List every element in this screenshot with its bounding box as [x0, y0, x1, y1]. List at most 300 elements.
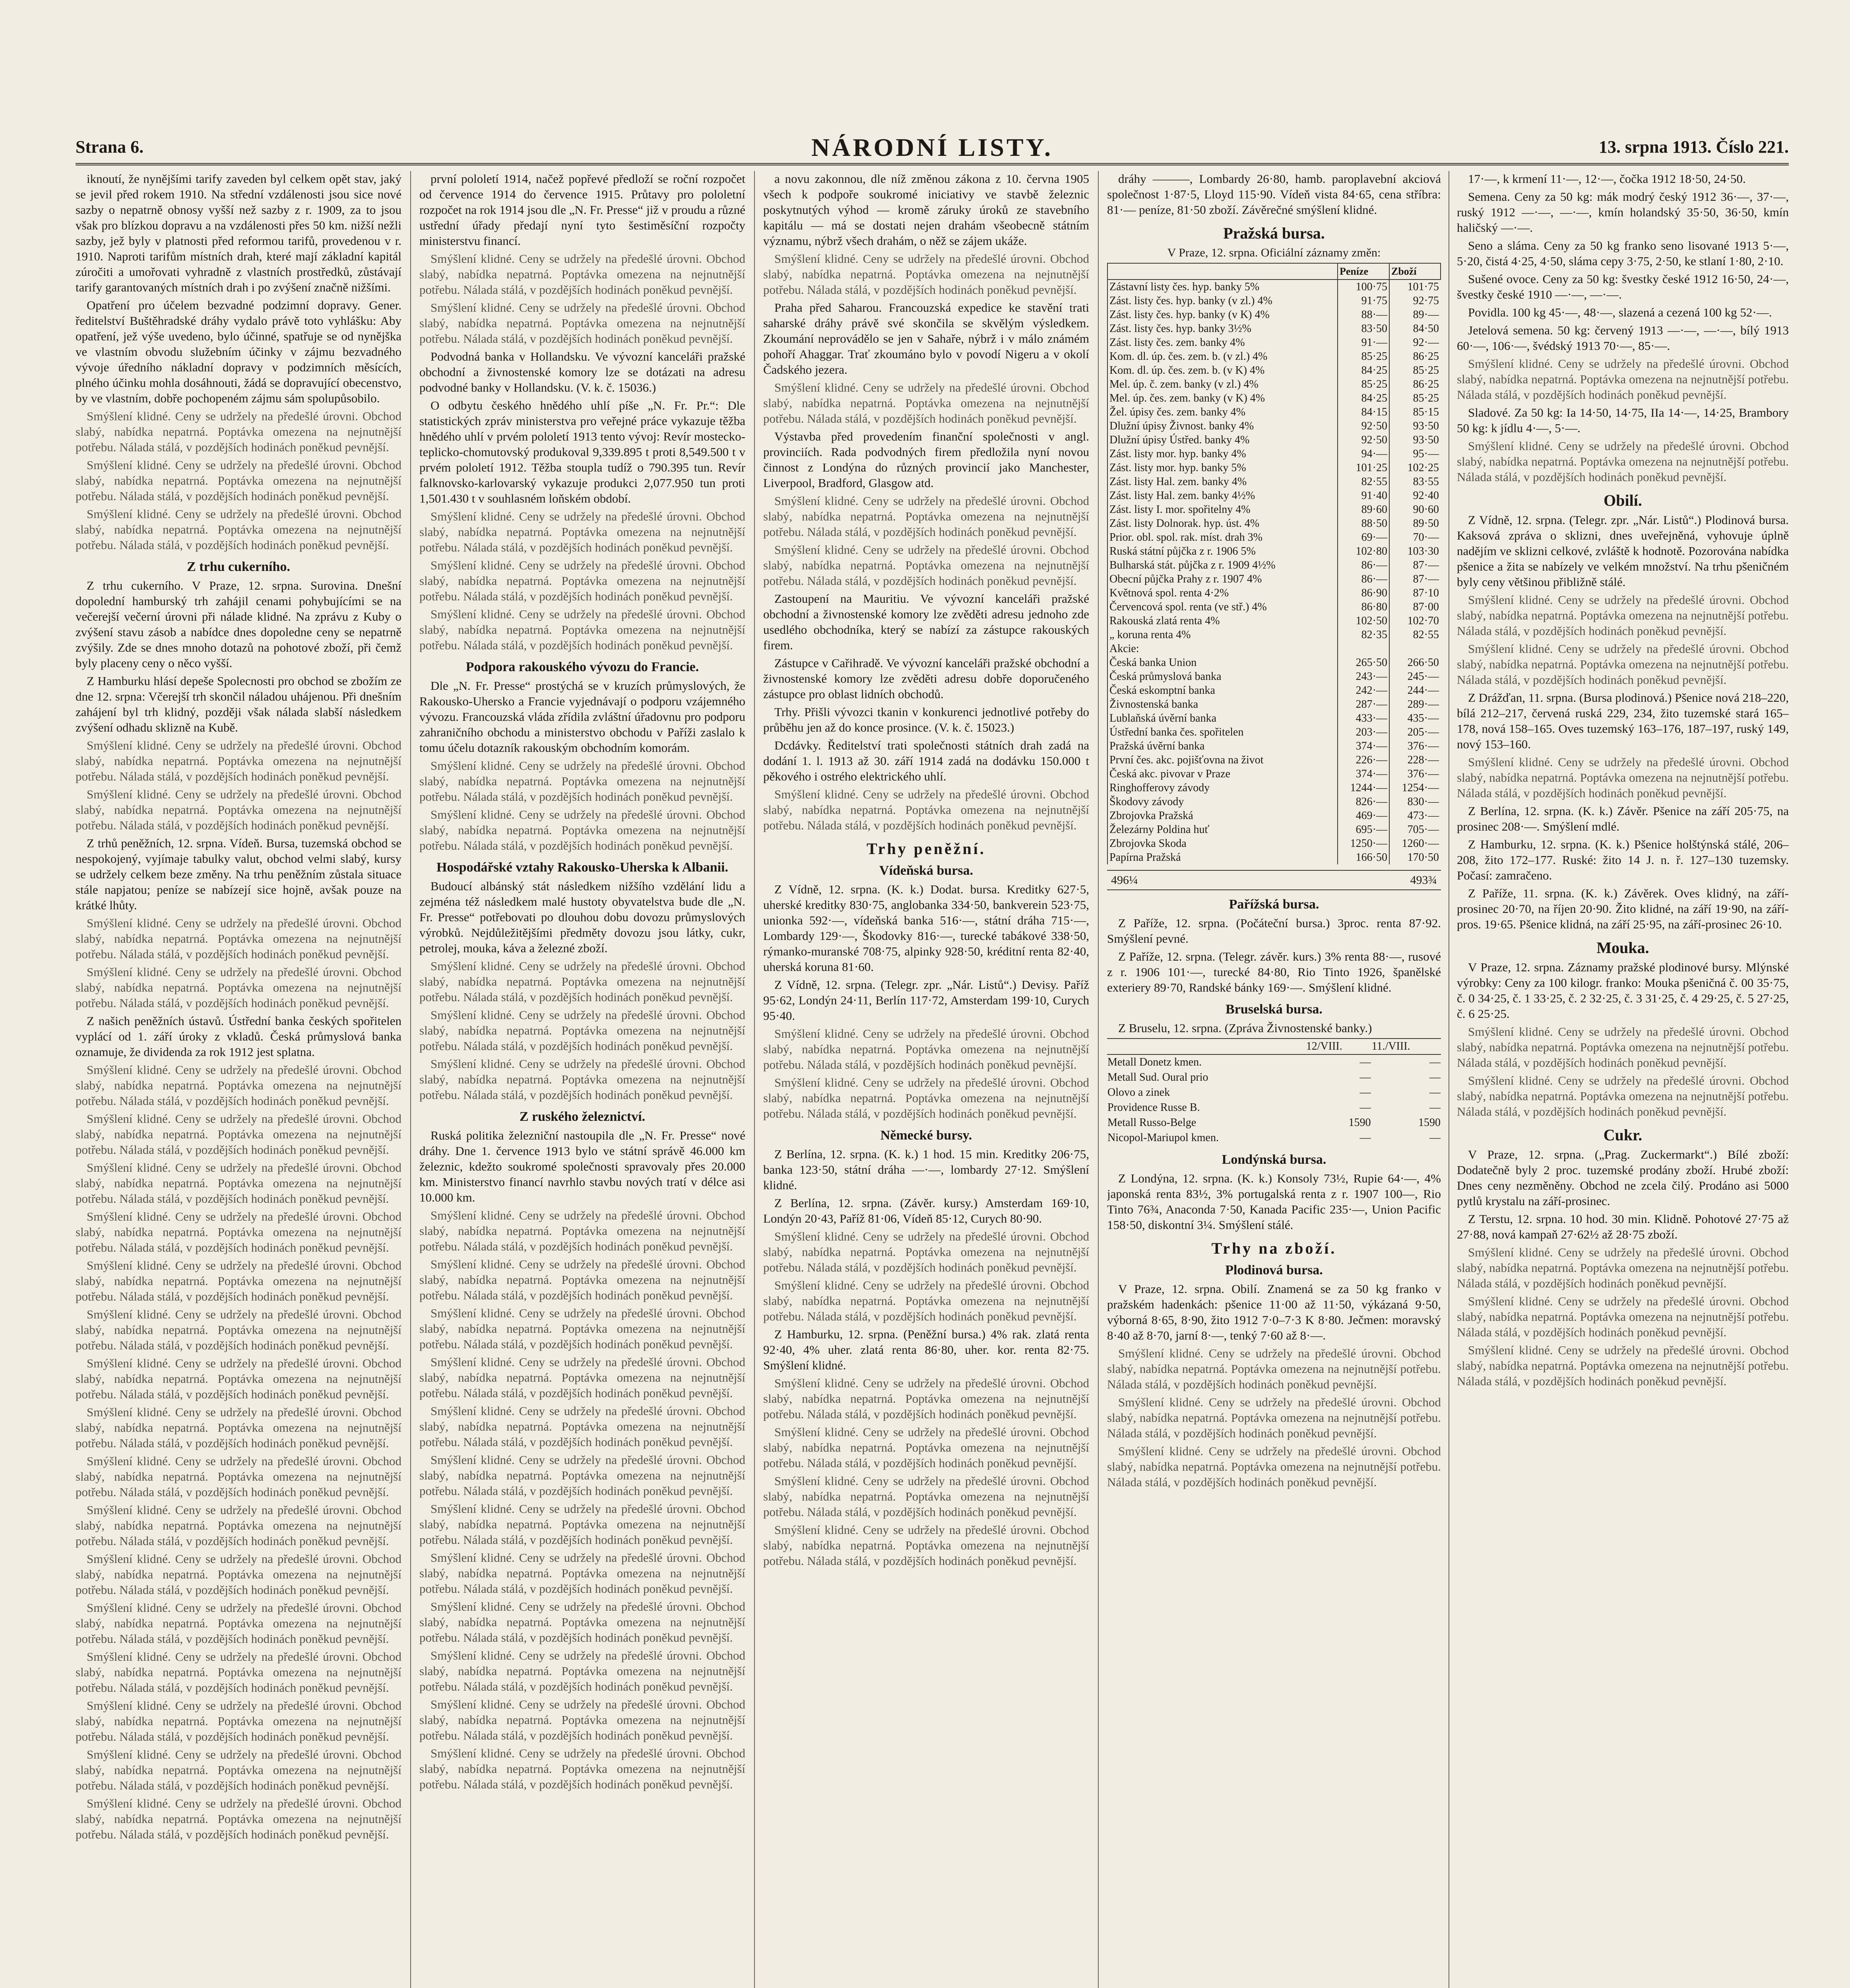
quote-name: Kom. dl. úp. čes. zem. b. (v zl.) 4% — [1107, 349, 1338, 363]
quote-name: Obecní půjčka Prahy z r. 1907 4% — [1107, 572, 1338, 586]
article-text: Smýšlení klidné. Ceny se udržely na předešlé úrovni. Obchod slabý, nabídka nepatrná. Poptávka omezena na nejnutnější potřebu. Nálada stálá, v pozdějších hodinách poněkud pevnější. — [76, 1699, 401, 1743]
quote-goods: 830·— — [1389, 795, 1441, 809]
quote-money: 102·50 — [1338, 614, 1389, 628]
quote-goods: 90·60 — [1389, 503, 1441, 516]
column-rule — [754, 171, 755, 1988]
article-text: Smýšlení klidné. Ceny se udržely na předešlé úrovni. Obchod slabý, nabídka nepatrná. Poptávka omezena na nejnutnější potřebu. Nálada stálá, v pozdějších hodinách poněkud pevnější. — [419, 1502, 745, 1547]
quote-name: Červencová spol. renta (ve stř.) 4% — [1107, 600, 1338, 614]
brussels-cell: — — [1429, 1071, 1441, 1083]
brussels-cell: — — [1359, 1132, 1371, 1144]
quote-money: 203·— — [1338, 725, 1389, 739]
quote-name: Zást. listy Dolnorak. hyp. úst. 4% — [1107, 516, 1338, 530]
quote-name: Železárny Poldina huť — [1107, 823, 1338, 837]
article-text: Smýšlení klidné. Ceny se udržely na předešlé úrovni. Obchod slabý, nabídka nepatrná. Poptávka omezena na nejnutnější potřebu. Nálada stálá, v pozdějších hodinách poněkud pevnější. — [763, 1376, 1089, 1421]
quote-row — [1107, 363, 1441, 377]
section-subheading: Plodinová bursa. — [1225, 1263, 1323, 1277]
market-report: Sušené ovoce. Ceny za 50 kg: švestky české 1912 16·50, 24·—, švestky české 1910 —·—, —·—. — [1457, 272, 1789, 301]
quote-name: Dlužní úpisy Živnost. banky 4% — [1107, 419, 1338, 433]
article-text: Smýšlení klidné. Ceny se udržely na předešlé úrovni. Obchod slabý, nabídka nepatrná. Poptávka omezena na nejnutnější potřebu. Nálada stálá, v pozdějších hodinách poněkud pevnější. — [76, 1503, 401, 1548]
quote-name: Mel. úp. č. zem. banky (v zl.) 4% — [1107, 377, 1338, 391]
quote-goods: 83·55 — [1389, 475, 1441, 489]
quote-money: 86·90 — [1338, 586, 1389, 600]
quote-row — [1107, 322, 1441, 336]
quote-goods: 87·— — [1389, 572, 1441, 586]
article-text: Smýšlení klidné. Ceny se udržely na předešlé úrovni. Obchod slabý, nabídka nepatrná. Poptávka omezena na nejnutnější potřebu. Nálada stálá, v pozdějších hodinách poněkud pevnější. — [76, 916, 401, 961]
article-text: Zástupce v Cařihradě. Ve vývozní kanceláři pražské obchodní a živnostenské komory lze zvěděti adresu dobře doporučeného zástupce pro oblast lidních obchodů. — [763, 656, 1089, 701]
quote-row — [1107, 336, 1441, 349]
quote-name: Bulharská stát. půjčka z r. 1909 4½% — [1107, 558, 1338, 572]
article-text: Smýšlení klidné. Ceny se udržely na předešlé úrovni. Obchod slabý, nabídka nepatrná. Poptávka omezena na nejnutnější potřebu. Nálada stálá, v pozdějších hodinách poněkud pevnější. — [419, 1404, 745, 1449]
section-heading: Hospodářské vztahy Rakousko-Uherska k Albanii. — [436, 860, 728, 875]
quote-goods: 435·— — [1389, 711, 1441, 725]
quote-money: 84·25 — [1338, 363, 1389, 377]
brussels-row — [1107, 1054, 1441, 1070]
rate-left: 496¼ — [1111, 874, 1138, 887]
brussels-table-header — [1107, 1039, 1441, 1054]
brussels-cell: Providence Russe B. — [1107, 1101, 1200, 1114]
quote-goods: 87·10 — [1389, 586, 1441, 600]
market-report: V Praze, 12. srpna. Obilí. Znamená se za 50 kg franko v pražském hadenkách: pšenice 11·00 až 11·50, výkázaná 9·50, výborná 8·65, 8·90, žito 1912 7·0–7·3 K 8·80. Ječmen: moravský 8·40 až 8·70, jarní 8·—, tenký 7·60 až 8·—. — [1107, 1282, 1441, 1342]
article-text: Smýšlení klidné. Ceny se udržely na předešlé úrovni. Obchod slabý, nabídka nepatrná. Poptávka omezena na nejnutnější potřebu. Nálada stálá, v pozdějších hodinách poněkud pevnější. — [419, 1257, 745, 1302]
quote-name: „ koruna renta 4% — [1107, 628, 1338, 642]
quote-name: Zást. listy čes. hyp. banky 3½% — [1107, 322, 1338, 336]
issue-date: 13. srpna 1913. Číslo 221. — [1599, 137, 1789, 157]
quote-money: 85·25 — [1338, 349, 1389, 363]
market-report: Z Vídně, 12. srpna. (Telegr. zpr. „Nár. Listů“.) Plodinová bursa. Kaksová zpráva o sklizni, dnes uveřejněná, vyhovuje úplně nadějím ve sklizni celkové, zvláště k hodnotě. Pozorována nabídka pšenice a žita se nabízely ve velkém množství. Na trhu pšeničném byly ceny většinou přibližně stálé. — [1457, 513, 1789, 589]
article-text: Smýšlení klidné. Ceny se udržely na předešlé úrovni. Obchod slabý, nabídka nepatrná. Poptávka omezena na nejnutnější potřebu. Nálada stálá, v pozdějších hodinách poněkud pevnější. — [1457, 357, 1789, 402]
quote-name: Česká banka Union — [1107, 656, 1338, 670]
article-text: Smýšlení klidné. Ceny se udržely na předešlé úrovni. Obchod slabý, nabídka nepatrná. Poptávka omezena na nejnutnější potřebu. Nálada stálá, v pozdějších hodinách poněkud pevnější. — [419, 1057, 745, 1102]
section-heading: Cukr. — [1603, 1126, 1643, 1144]
market-report: Z Hamburku, 12. srpna. (K. k.) Pšenice holštýnská stálé, 206–208, žito 172–177. Ruské: žito 14 J. n. ř. 127–130 tuzemsky. Počasí: zamračeno. — [1457, 837, 1789, 882]
quote-goods: 70·— — [1389, 530, 1441, 544]
brussels-cell: Metall Russo-Belge — [1107, 1116, 1196, 1129]
article-text: Smýšlení klidné. Ceny se udržely na předešlé úrovni. Obchod slabý, nabídka nepatrná. Poptávka omezena na nejnutnější potřebu. Nálada stálá, v pozdějších hodinách poněkud pevnější. — [419, 301, 745, 346]
quote-row — [1107, 697, 1441, 711]
brussels-cell: Metall Donetz kmen. — [1107, 1056, 1202, 1068]
quote-row — [1107, 725, 1441, 739]
quote-name: Zást. listy čes. zem. banky 4% — [1107, 336, 1338, 349]
rate-right: 493¾ — [1410, 874, 1437, 887]
quote-goods: 92·40 — [1389, 489, 1441, 503]
article-text: Smýšlení klidné. Ceny se udržely na předešlé úrovni. Obchod slabý, nabídka nepatrná. Poptávka omezena na nejnutnější potřebu. Nálada stálá, v pozdějších hodinách poněkud pevnější. — [419, 1551, 745, 1596]
article-text: Smýšlení klidné. Ceny se udržely na předešlé úrovni. Obchod slabý, nabídka nepatrná. Poptávka omezena na nejnutnější potřebu. Nálada stálá, v pozdějších hodinách poněkud pevnější. — [763, 1278, 1089, 1323]
quote-money: 85·25 — [1338, 377, 1389, 391]
article-text: Smýšlení klidné. Ceny se udržely na předešlé úrovni. Obchod slabý, nabídka nepatrná. Poptávka omezena na nejnutnější potřebu. Nálada stálá, v pozdějších hodinách poněkud pevnější. — [419, 808, 745, 852]
article-text: Smýšlení klidné. Ceny se udržely na předešlé úrovni. Obchod slabý, nabídka nepatrná. Poptávka omezena na nejnutnější potřebu. Nálada stálá, v pozdějších hodinách poněkud pevnější. — [1457, 439, 1789, 484]
article-text: Smýšlení klidné. Ceny se udržely na předešlé úrovni. Obchod slabý, nabídka nepatrná. Poptávka omezena na nejnutnější potřebu. Nálada stálá, v pozdějších hodinách poněkud pevnější. — [76, 738, 401, 783]
article-text: Smýšlení klidné. Ceny se udržely na předešlé úrovni. Obchod slabý, nabídka nepatrná. Poptávka omezena na nejnutnější potřebu. Nálada stálá, v pozdějších hodinách poněkud pevnější. — [76, 1356, 401, 1401]
column-rule — [410, 171, 411, 1988]
brussels-cell: — — [1359, 1071, 1371, 1083]
article-text: Smýšlení klidné. Ceny se udržely na předešlé úrovni. Obchod slabý, nabídka nepatrná. Poptávka omezena na nejnutnější potřebu. Nálada stálá, v pozdějších hodinách poněkud pevnější. — [763, 1474, 1089, 1519]
quote-row — [1107, 823, 1441, 837]
article-text: Smýšlení klidné. Ceny se udržely na předešlé úrovni. Obchod slabý, nabídka nepatrná. Poptávka omezena na nejnutnější potřebu. Nálada stálá, v pozdějších hodinách poněkud pevnější. — [763, 543, 1089, 588]
page-number: Strana 6. — [76, 137, 144, 157]
article-text: Smýšlení klidné. Ceny se udržely na předešlé úrovni. Obchod slabý, nabídka nepatrná. Poptávka omezena na nejnutnější potřebu. Nálada stálá, v pozdějších hodinách poněkud pevnější. — [1107, 1444, 1441, 1489]
article-text: Smýšlení klidné. Ceny se udržely na předešlé úrovni. Obchod slabý, nabídka nepatrná. Poptávka omezena na nejnutnější potřebu. Nálada stálá, v pozdějších hodinách poněkud pevnější. — [76, 1209, 401, 1254]
quote-name: Zást. listy I. mor. spořitelny 4% — [1107, 503, 1338, 516]
article-text: Smýšlení klidné. Ceny se udržely na předešlé úrovni. Obchod slabý, nabídka nepatrná. Poptávka omezena na nejnutnější potřebu. Nálada stálá, v pozdějších hodinách poněkud pevnější. — [419, 1208, 745, 1253]
quote-name: Žel. úpisy čes. zem. banky 4% — [1107, 405, 1338, 419]
quote-name: Zást. listy Hal. zem. banky 4½% — [1107, 489, 1338, 503]
exchange-rate-row — [1107, 870, 1441, 890]
quote-name: Mel. úp. čes. zem. banky (v K) 4% — [1107, 391, 1338, 405]
market-report: Z Bruselu, 12. srpna. (Zpráva Živnostenské banky.) — [1118, 1021, 1372, 1035]
article-text: iknoutí, že nynějšími tarify zaveden byl celkem opět stav, jaký se jevil před rokem 1910. Na střední vzdálenosti jsou sice nové sazby o nepatrně obnosy vyšší než sazby z r. 1909, za to jsou však pro blízkou dopravu a na vzdálenosti přes 50 km. nižší nežli sazby, jež byly v platnosti před reformou tarifů, provedenou v r. 1910. Naproti tarifům místních drah, které mají základní kapitál zúročiti a umořovati vyhradně z vlastních prostředků, zůstávají tarify garantovaných místních drah i po zvýšení značně nižšími. — [76, 172, 401, 294]
article-text: Smýšlení klidné. Ceny se udržely na předešlé úrovni. Obchod slabý, nabídka nepatrná. Poptávka omezena na nejnutnější potřebu. Nálada stálá, v pozdějších hodinách poněkud pevnější. — [1457, 642, 1789, 687]
quote-name: Papírna Pražská — [1107, 850, 1338, 864]
quote-goods: 228·— — [1389, 753, 1441, 767]
article-text: Smýšlení klidné. Ceny se udržely na předešlé úrovni. Obchod slabý, nabídka nepatrná. Poptávka omezena na nejnutnější potřebu. Nálada stálá, v pozdějších hodinách poněkud pevnější. — [419, 1600, 745, 1644]
article-text: a novu zakonnou, dle níž změnou zákona z 10. června 1905 všech k podpoře soukromé iniciativy ve stavbě železnic poskytnutých výhod — kromě záruky úroků ze stavebního kapitálu — má se dostati nejen drahám všeobecně státním významu, nýbrž všech drahám, o něž se zájem ukáže. — [763, 172, 1089, 248]
quote-row — [1107, 461, 1441, 475]
article-text: Smýšlení klidné. Ceny se udržely na předešlé úrovni. Obchod slabý, nabídka nepatrná. Poptávka omezena na nejnutnější potřebu. Nálada stálá, v pozdějších hodinách poněkud pevnější. — [76, 1454, 401, 1499]
brussels-row — [1107, 1100, 1441, 1115]
column-3 — [763, 171, 1089, 1988]
quote-money: 433·— — [1338, 711, 1389, 725]
quote-name: Rakouská zlatá renta 4% — [1107, 614, 1338, 628]
quote-name: První čes. akc. pojišťovna na život — [1107, 753, 1338, 767]
quote-row — [1107, 308, 1441, 322]
article-text: Smýšlení klidné. Ceny se udržely na předešlé úrovni. Obchod slabý, nabídka nepatrná. Poptávka omezena na nejnutnější potřebu. Nálada stálá, v pozdějších hodinách poněkud pevnější. — [419, 509, 745, 554]
quote-money: 166·50 — [1338, 850, 1389, 864]
quote-row — [1107, 767, 1441, 781]
brussels-header-cell: 11./VIII. — [1371, 1039, 1441, 1054]
quote-goods: 705·— — [1389, 823, 1441, 837]
brussels-header-cell — [1107, 1039, 1306, 1054]
quote-name: Česká průmyslová banka — [1107, 670, 1338, 683]
quote-goods: 101·75 — [1389, 280, 1441, 294]
quotes-header-name — [1107, 263, 1338, 280]
quote-name: Zástavní listy čes. hyp. banky 5% — [1107, 280, 1338, 294]
quotes-table-body — [1107, 280, 1441, 864]
quote-goods: 86·25 — [1389, 349, 1441, 363]
article-text: Smýšlení klidné. Ceny se udržely na předešlé úrovni. Obchod slabý, nabídka nepatrná. Poptávka omezena na nejnutnější potřebu. Nálada stálá, v pozdějších hodinách poněkud pevnější. — [763, 1229, 1089, 1274]
quote-goods — [1389, 642, 1441, 656]
article-text: Smýšlení klidné. Ceny se udržely na předešlé úrovni. Obchod slabý, nabídka nepatrná. Poptávka omezena na nejnutnější potřebu. Nálada stálá, v pozdějších hodinách poněkud pevnější. — [76, 1258, 401, 1303]
article-text: O odbytu českého hnědého uhlí píše „N. Fr. Pr.“: Dle statistických zpráv ministerstva pro veřejné práce vykazuje těžba hnědého uhlí v prvém pololetí 1913 tento vývoj: Revír mostecko-teplicko-chomutovský produkoval 9,339.895 t proti 8,549.500 t v prvém pololetí 1912. Těžba stoupla tudíž o 790.395 tun. Revír falknovsko-karlovarský vykazuje produkci 2,077.950 tun proti 1,501.430 t v souhlasném loňském období. — [419, 398, 745, 505]
column-5 — [1457, 171, 1789, 1988]
article-text: Smýšlení klidné. Ceny se udržely na předešlé úrovni. Obchod slabý, nabídka nepatrná. Poptávka omezena na nejnutnější potřebu. Nálada stálá, v pozdějších hodinách poněkud pevnější. — [1107, 1346, 1441, 1391]
quote-row — [1107, 809, 1441, 823]
brussels-cell: — — [1429, 1086, 1441, 1099]
article-text: Smýšlení klidné. Ceny se udržely na předešlé úrovni. Obchod slabý, nabídka nepatrná. Poptávka omezena na nejnutnější potřebu. Nálada stálá, v pozdějších hodinách poněkud pevnější. — [76, 965, 401, 1010]
market-report: Z Vídně, 12. srpna. (Telegr. zpr. „Nár. Listů“.) Devisy. Paříž 95·62, Londýn 24·11, Berlín 117·72, Amsterdam 199·10, Curych 95·40. — [763, 978, 1089, 1023]
quote-row — [1107, 711, 1441, 725]
quote-goods: 1254·— — [1389, 781, 1441, 795]
quote-name: Zbrojovka Skoda — [1107, 837, 1338, 850]
section-heading: Podpora rakouského vývozu do Francie. — [465, 660, 699, 674]
quote-goods: 87·00 — [1389, 600, 1441, 614]
quote-goods: 205·— — [1389, 725, 1441, 739]
brussels-row — [1107, 1130, 1441, 1145]
quote-money: 84·15 — [1338, 405, 1389, 419]
quote-row — [1107, 433, 1441, 447]
quote-money: 92·50 — [1338, 419, 1389, 433]
quote-name: Zbrojovka Pražská — [1107, 809, 1338, 823]
article-text: Smýšlení klidné. Ceny se udržely na předešlé úrovni. Obchod slabý, nabídka nepatrná. Poptávka omezena na nejnutnější potřebu. Nálada stálá, v pozdějších hodinách poněkud pevnější. — [419, 558, 745, 603]
quote-row — [1107, 280, 1441, 294]
column-rule — [1098, 171, 1099, 1988]
quote-money: 88·— — [1338, 308, 1389, 322]
brussels-table — [1107, 1038, 1441, 1145]
quote-money: 287·— — [1338, 697, 1389, 711]
quote-goods: 103·30 — [1389, 544, 1441, 558]
quote-row — [1107, 753, 1441, 767]
market-report: Z Paříže, 12. srpna. (Počáteční bursa.) 3proc. renta 87·92. Smýšlení pevné. — [1107, 916, 1441, 945]
quote-row — [1107, 475, 1441, 489]
article-text: Smýšlení klidné. Ceny se udržely na předešlé úrovni. Obchod slabý, nabídka nepatrná. Poptávka omezena na nejnutnější potřebu. Nálada stálá, v pozdějších hodinách poněkud pevnější. — [76, 1747, 401, 1792]
column-1 — [76, 171, 401, 1988]
quote-name: Dlužní úpisy Ústřed. banky 4% — [1107, 433, 1338, 447]
quote-goods: 170·50 — [1389, 850, 1441, 864]
article-text: Smýšlení klidné. Ceny se udržely na předešlé úrovni. Obchod slabý, nabídka nepatrná. Poptávka omezena na nejnutnější potřebu. Nálada stálá, v pozdějších hodinách poněkud pevnější. — [419, 252, 745, 297]
article-text: Smýšlení klidné. Ceny se udržely na předešlé úrovni. Obchod slabý, nabídka nepatrná. Poptávka omezena na nejnutnější potřebu. Nálada stálá, v pozdějších hodinách poněkud pevnější. — [76, 1405, 401, 1450]
article-text: Smýšlení klidné. Ceny se udržely na předešlé úrovni. Obchod slabý, nabídka nepatrná. Poptávka omezena na nejnutnější potřebu. Nálada stálá, v pozdějších hodinách poněkud pevnější. — [763, 252, 1089, 297]
article-text: Z trhů peněžních, 12. srpna. Vídeň. Bursa, tuzemská obchod se nespokojený, vyjímaje tabulky valut, obchod velmi slabý, kursy se udržely celkem beze změny. Na trhu peněžním zůstala situace stále napjatou; peníze se nabízejí sice hojně, avšak pouze na krátké lhůty. — [76, 836, 401, 912]
quote-goods: 93·50 — [1389, 433, 1441, 447]
brussels-table-body — [1107, 1054, 1441, 1145]
quotes-header-goods: Zboží — [1389, 263, 1441, 280]
market-report: Jetelová semena. 50 kg: červený 1913 —·—, —·—, bílý 1913 60·—, 106·—, švédský 1913 70·—, 85·—. — [1457, 323, 1789, 353]
quote-goods: 84·50 — [1389, 322, 1441, 336]
market-report: Z Londýna, 12. srpna. (K. k.) Konsoly 73½, Rupie 64·—, 4% japonská renta 83½, 3% portugalská renta z r. 1907 100—, Rio Tinto 76¾, Anaconda 7·50, Kanada Pacific 235·—, Union Pacific 158·50, diskontní 3¼. Smýšlení stálé. — [1107, 1171, 1441, 1232]
quote-money: 92·50 — [1338, 433, 1389, 447]
quote-money: 86·— — [1338, 558, 1389, 572]
article-text: Smýšlení klidné. Ceny se udržely na předešlé úrovni. Obchod slabý, nabídka nepatrná. Poptávka omezena na nejnutnější potřebu. Nálada stálá, v pozdějších hodinách poněkud pevnější. — [76, 1601, 401, 1646]
section-subheading: Vídeňská bursa. — [879, 863, 973, 878]
brussels-cell: — — [1359, 1101, 1371, 1114]
quote-money: 1244·— — [1338, 781, 1389, 795]
quote-name: Česká eskomptní banka — [1107, 683, 1338, 697]
article-text: Smýšlení klidné. Ceny se udržely na předešlé úrovni. Obchod slabý, nabídka nepatrná. Poptávka omezena na nejnutnější potřebu. Nálada stálá, v pozdějších hodinách poněkud pevnější. — [76, 787, 401, 832]
section-heading: Z trhu cukerního. — [187, 559, 290, 574]
article-text: Smýšlení klidné. Ceny se udržely na předešlé úrovni. Obchod slabý, nabídka nepatrná. Poptávka omezena na nejnutnější potřebu. Nálada stálá, v pozdějších hodinách poněkud pevnější. — [76, 409, 401, 454]
quote-money: 826·— — [1338, 795, 1389, 809]
article-text: Smýšlení klidné. Ceny se udržely na předešlé úrovni. Obchod slabý, nabídka nepatrná. Poptávka omezena na nejnutnější potřebu. Nálada stálá, v pozdějších hodinách poněkud pevnější. — [763, 494, 1089, 539]
quote-row — [1107, 739, 1441, 753]
article-text: první pololetí 1914, načež popřevé předloží se roční rozpočet od července 1914 do července 1915. Průtavy pro pololetní rozpočet na rok 1914 jsou dle „N. Fr. Presse“ již v proudu a různé ustřední úřady předají nyní tyto šestiměsíční rozpočty ministerstvu financí. — [419, 172, 745, 248]
market-report: Z Paříže, 12. srpna. (Telegr. závěr. kurs.) 3% renta 88·—, rusové z r. 1906 101·—, turecké 84·80, Rio Tinto 1926, španělské exteriery 89·70, Randské bánky 169·—. Smýšlení klidné. — [1107, 949, 1441, 994]
quote-row — [1107, 405, 1441, 419]
quote-goods: 102·25 — [1389, 461, 1441, 475]
section-heading: Pařížská bursa. — [1229, 897, 1319, 912]
article-text: Smýšlení klidné. Ceny se udržely na předešlé úrovni. Obchod slabý, nabídka nepatrná. Poptávka omezena na nejnutnější potřebu. Nálada stálá, v pozdějších hodinách poněkud pevnější. — [763, 787, 1089, 832]
quote-row — [1107, 489, 1441, 503]
quote-row — [1107, 656, 1441, 670]
article-text: Z trhu cukerního. V Praze, 12. srpna. Surovina. Dnešní dopolední hamburský trh zahájil cenami pohybujícími se na večerejší večerní úrovni při nálade klidné. Na zprávu z Kuby o zvýšení stavu zásob a nabídce dnes dopoledne ceny se nepatrně zvýšily. Zde se dnes mnoho dotazů na pohotové zboží, při čemž byly placeny ceny o něco vyšší. — [76, 579, 401, 670]
brussels-row — [1107, 1085, 1441, 1100]
market-report: Z Terstu, 12. srpna. 10 hod. 30 min. Klidně. Pohotové 27·75 až 27·88, nová kampaň 27·62½ až 28·75 zboží. — [1457, 1212, 1789, 1241]
section-heading: Pražská bursa. — [1223, 224, 1325, 242]
market-report: V Praze, 12. srpna. Záznamy pražské plodinové bursy. Mlýnské výrobky: Ceny za 100 kilogr. franko: Mouka pšeničná č. 00 35·75, č. 0 34·25, č. 1 33·25, č. 2 32·25, č. 3 31·25, č. 4 29·25, č. 5 27·25, č. 6 25·25. — [1457, 960, 1789, 1021]
market-report: dráhy ———, Lombardy 26·80, hamb. paroplavební akciová společnost 1·87·5, Lloyd 115·90. Vídeň vista 84·65, cena stříbra: 81·— peníze, 81·50 zboží. Závěrečné smýšlení klidné. — [1107, 172, 1441, 217]
quote-name: Prior. obl. spol. rak. míst. drah 3% — [1107, 530, 1338, 544]
quote-row — [1107, 850, 1441, 864]
quote-name: Ringhofferovy závody — [1107, 781, 1338, 795]
quote-name: Škodovy závody — [1107, 795, 1338, 809]
article-text: Dle „N. Fr. Presse“ prostýchá se v kruzích průmyslových, že Rakousko-Uhersko a Francie vyjednávají o podporu vzájemného vývozu. Francouzská vláda zřídila zvláštní úřadovnu pro podporu zahraničního obchodu a ministerstvo obchodu v Paříži zaslalo k tomu účelu dotazník rakouským obchodním komorám. — [419, 679, 745, 755]
section-dateline: V Praze, 12. srpna. Oficiální záznamy změn: — [1167, 246, 1381, 259]
section-heading: Z ruského železnictví. — [519, 1109, 646, 1124]
quote-row — [1107, 558, 1441, 572]
section-heading: Trhy na zboží. — [1211, 1239, 1337, 1257]
section-heading: Obilí. — [1604, 491, 1642, 509]
quote-money: 101·25 — [1338, 461, 1389, 475]
quote-money: 94·— — [1338, 447, 1389, 461]
quote-name: Akcie: — [1107, 642, 1338, 656]
section-heading: Bruselská bursa. — [1226, 1002, 1323, 1017]
quote-money: 91·40 — [1338, 489, 1389, 503]
article-text: Smýšlení klidné. Ceny se udržely na předešlé úrovni. Obchod slabý, nabídka nepatrná. Poptávka omezena na nejnutnější potřebu. Nálada stálá, v pozdějších hodinách poněkud pevnější. — [419, 607, 745, 652]
quote-goods: 102·70 — [1389, 614, 1441, 628]
article-text: Dcdávky. Ředitelství trati společnosti státních drah zadá na dodání 1. l. 1913 až 30. září 1914 zadá na dodávku 150.000 t pěkového i ostrého elektrického uhlí. — [763, 738, 1089, 783]
article-text: Smýšlení klidné. Ceny se udržely na předešlé úrovni. Obchod slabý, nabídka nepatrná. Poptávka omezena na nejnutnější potřebu. Nálada stálá, v pozdějších hodinách poněkud pevnější. — [419, 1306, 745, 1351]
quote-goods: 95·— — [1389, 447, 1441, 461]
quote-row — [1107, 781, 1441, 795]
quote-money: 82·35 — [1338, 628, 1389, 642]
article-text: Smýšlení klidné. Ceny se udržely na předešlé úrovni. Obchod slabý, nabídka nepatrná. Poptávka omezena na nejnutnější potřebu. Nálada stálá, v pozdějších hodinách poněkud pevnější. — [76, 1112, 401, 1157]
quote-goods: 245·— — [1389, 670, 1441, 683]
quote-row — [1107, 837, 1441, 850]
quote-goods: 82·55 — [1389, 628, 1441, 642]
quote-goods: 87·— — [1389, 558, 1441, 572]
quote-money: 1250·— — [1338, 837, 1389, 850]
article-text: Trhy. Přišli vývozci tkanin v konkurenci jednotlivé potřeby do průběhu jen až do konce prosince. (V. k. č. 15023.) — [763, 705, 1089, 734]
article-text: Smýšlení klidné. Ceny se udržely na předešlé úrovni. Obchod slabý, nabídka nepatrná. Poptávka omezena na nejnutnější potřebu. Nálada stálá, v pozdějších hodinách poněkud pevnější. — [763, 381, 1089, 425]
article-text: Budoucí albánský stát následkem nižšího vzdělání lidu a zejména též následkem malé hustoty obyvatelstva bude dle „N. Fr. Presse“ potřebovati po dlouhou dobu dovozu průmyslových výrobků. Nejdůležitějšími předměty dovozu jsou látky, cukr, petrolej, mouka, káva a železné zboží. — [419, 879, 745, 955]
quote-name: Česká akc. pivovar v Praze — [1107, 767, 1338, 781]
brussels-cell: Olovo a zinek — [1107, 1086, 1170, 1099]
quote-goods: 92·75 — [1389, 294, 1441, 308]
article-text: Smýšlení klidné. Ceny se udržely na předešlé úrovni. Obchod slabý, nabídka nepatrná. Poptávka omezena na nejnutnější potřebu. Nálada stálá, v pozdějších hodinách poněkud pevnější. — [419, 1648, 745, 1693]
quote-goods: 244·— — [1389, 683, 1441, 697]
article-text: Smýšlení klidné. Ceny se udržely na předešlé úrovni. Obchod slabý, nabídka nepatrná. Poptávka omezena na nejnutnější potřebu. Nálada stálá, v pozdějších hodinách poněkud pevnější. — [76, 1307, 401, 1352]
quote-money: 265·50 — [1338, 656, 1389, 670]
article-text: Smýšlení klidné. Ceny se udržely na předešlé úrovni. Obchod slabý, nabídka nepatrná. Poptávka omezena na nejnutnější potřebu. Nálada stálá, v pozdějších hodinách poněkud pevnější. — [1457, 1074, 1789, 1118]
quote-goods: 266·50 — [1389, 656, 1441, 670]
quote-row — [1107, 447, 1441, 461]
quote-money: 91·— — [1338, 336, 1389, 349]
brussels-cell: Metall Sud. Oural prio — [1107, 1071, 1208, 1083]
quote-money: 86·80 — [1338, 600, 1389, 614]
quote-goods: 89·50 — [1389, 516, 1441, 530]
quote-row — [1107, 516, 1441, 530]
section-heading: Londýnská bursa. — [1222, 1152, 1326, 1167]
column-2 — [419, 171, 745, 1988]
quote-goods: 93·50 — [1389, 419, 1441, 433]
article-text: Smýšlení klidné. Ceny se udržely na předešlé úrovni. Obchod slabý, nabídka nepatrná. Poptávka omezena na nejnutnější potřebu. Nálada stálá, v pozdějších hodinách poněkud pevnější. — [419, 1746, 745, 1791]
quote-goods: 289·— — [1389, 697, 1441, 711]
article-text: Zastoupení na Mauritiu. Ve vývozní kanceláři pražské obchodní a živnostenské komory lze zvěděti adresu jednoho zde usedlého obchodníka, který se nabízí za zástupce rakouských firem. — [763, 592, 1089, 652]
quote-money: 69·— — [1338, 530, 1389, 544]
quote-name: Zást. listy Hal. zem. banky 4% — [1107, 475, 1338, 489]
article-text: Smýšlení klidné. Ceny se udržely na předešlé úrovni. Obchod slabý, nabídka nepatrná. Poptávka omezena na nejnutnější potřebu. Nálada stálá, v pozdějších hodinách poněkud pevnější. — [1457, 1294, 1789, 1339]
quote-goods: 376·— — [1389, 767, 1441, 781]
quote-money: 226·— — [1338, 753, 1389, 767]
market-report: V Praze, 12. srpna. („Prag. Zuckermarkt“.) Bílé zboží: Dodatečně byly 2 proc. tuzemské prodány zboží. Hrubé zboží: Dnes ceny nezměněny. Obchod ne zcela čilý. Prodáno asi 5000 pytlů krystalu na září-prosinec. — [1457, 1147, 1789, 1208]
quote-goods: 92·— — [1389, 336, 1441, 349]
article-text: Z našich peněžních ústavů. Ústřední banka českých spořitelen vyplácí od 1. září úroky z vkladů. Česká průmyslová banka oznamuje, že dividenda za rok 1912 jest splatna. — [76, 1014, 401, 1059]
market-report: Z Vídně, 12. srpna. (K. k.) Dodat. bursa. Kreditky 627·5, uherské kreditky 830·75, anglobanka 334·50, bankverein 523·75, unionka 592·—, vídeňská banka 516·—, státní dráha 715·—, Lombardy 129·—, Škodovky 816·—, turecké tabákové 338·50, rýmanko-muranské 708·75, alpinky 928·50, kréditní renta 82·40, uherská koruna 81·60. — [763, 882, 1089, 974]
article-text: Smýšlení klidné. Ceny se udržely na předešlé úrovni. Obchod slabý, nabídka nepatrná. Poptávka omezena na nejnutnější potřebu. Nálada stálá, v pozdějších hodinách poněkud pevnější. — [763, 1027, 1089, 1072]
article-text: Praha před Saharou. Francouzská expedice ke stavění trati saharské dráhy právě své skončila se skvělým výsledkem. Zkoumání neprovádělo se jen v Sahaře, nýbrž i v málo známém pohoří Ahaggar. Trať zkoumáno bylo v povodí Nigeru a v okolí Čadského jezera. — [763, 301, 1089, 377]
market-report: Z Paříže, 11. srpna. (K. k.) Závěrek. Oves klidný, na září-prosinec 20·70, na říjen 20·90. Žito klidné, na září 19·90, na září-pros. 19·65. Pšenice klidná, na září 25·95, na září-prosinec 26·10. — [1457, 886, 1789, 931]
article-text: Smýšlení klidné. Ceny se udržely na předešlé úrovni. Obchod slabý, nabídka nepatrná. Poptávka omezena na nejnutnější potřebu. Nálada stálá, v pozdějších hodinách poněkud pevnější. — [76, 1796, 401, 1841]
article-text: Smýšlení klidné. Ceny se udržely na předešlé úrovni. Obchod slabý, nabídka nepatrná. Poptávka omezena na nejnutnější potřebu. Nálada stálá, v pozdějších hodinách poněkud pevnější. — [1457, 593, 1789, 638]
market-report: 17·—, k krmení 11·—, 12·—, čočka 1912 18·50, 24·50. — [1468, 172, 1746, 186]
article-text: Podvodná banka v Hollandsku. Ve vývozní kanceláři pražské obchodní a živnostenské komory lze se dotázati na adresu podvodné banky v Hollandsku. (V. k. č. 15036.) — [419, 349, 745, 394]
article-text: Smýšlení klidné. Ceny se udržely na předešlé úrovni. Obchod slabý, nabídka nepatrná. Poptávka omezena na nejnutnější potřebu. Nálada stálá, v pozdějších hodinách poněkud pevnější. — [419, 1355, 745, 1400]
quote-name: Zást. listy čes. hyp. banky (v K) 4% — [1107, 308, 1338, 322]
quote-money: 82·55 — [1338, 475, 1389, 489]
quote-row — [1107, 391, 1441, 405]
market-report: Z Drážďan, 11. srpna. (Bursa plodinová.) Pšenice nová 218–220, bílá 212–217, červená ruská 229, 234, žito tuzemské stará 165–178, nová 158–165. Oves tuzemský 163–176, 187–197, ruský 149, nový 153–160. — [1457, 691, 1789, 751]
newspaper-title: NÁRODNÍ LISTY. — [811, 133, 1053, 161]
article-text: Smýšlení klidné. Ceny se udržely na předešlé úrovni. Obchod slabý, nabídka nepatrná. Poptávka omezena na nejnutnější potřebu. Nálada stálá, v pozdějších hodinách poněkud pevnější. — [1457, 1245, 1789, 1290]
market-report: Z Berlína, 12. srpna. (K. k.) Závěr. Pšenice na září 205·75, na prosinec 208·—. Smýšlení mdlé. — [1457, 804, 1789, 833]
quote-name: Lublaňská úvěrní banka — [1107, 711, 1338, 725]
brussels-header-cell: 12/VIII. — [1306, 1039, 1371, 1054]
quote-money: 83·50 — [1338, 322, 1389, 336]
brussels-row — [1107, 1115, 1441, 1130]
article-text: Smýšlení klidné. Ceny se udržely na předešlé úrovni. Obchod slabý, nabídka nepatrná. Poptávka omezena na nejnutnější potřebu. Nálada stálá, v pozdějších hodinách poněkud pevnější. — [76, 458, 401, 503]
quote-row — [1107, 614, 1441, 628]
article-text: Smýšlení klidné. Ceny se udržely na předešlé úrovni. Obchod slabý, nabídka nepatrná. Poptávka omezena na nejnutnější potřebu. Nálada stálá, v pozdějších hodinách poněkud pevnější. — [763, 1523, 1089, 1568]
section-heading: Mouka. — [1596, 939, 1649, 957]
quote-money: 100·75 — [1338, 280, 1389, 294]
quote-row — [1107, 795, 1441, 809]
quote-goods: 85·25 — [1389, 391, 1441, 405]
article-text: Smýšlení klidné. Ceny se udržely na předešlé úrovni. Obchod slabý, nabídka nepatrná. Poptávka omezena na nejnutnější potřebu. Nálada stálá, v pozdějších hodinách poněkud pevnější. — [76, 1063, 401, 1108]
quote-row — [1107, 349, 1441, 363]
quote-money: 374·— — [1338, 739, 1389, 753]
quotes-header-money: Peníze — [1338, 263, 1389, 280]
article-text: Výstavba před provedením finanční společnosti v angl. provinciích. Rada podvodných firem předložila nyní novou činnost z Londýna do různých provincií jako Manchester, Liverpool, Bradford, Glasgow atd. — [763, 429, 1089, 490]
quote-money: 102·80 — [1338, 544, 1389, 558]
market-report: Sladové. Za 50 kg: Ia 14·50, 14·75, IIa 14·—, 14·25, Brambory 50 kg: k jídlu 4·—, 5·—. — [1457, 406, 1789, 435]
article-text: Ruská politika železniční nastoupila dle „N. Fr. Presse“ nové dráhy. Dne 1. července 1913 bylo ve státní správě 46.000 km železnic, kdežto soukromé společnosti spravovaly přes 20.000 km. Ministerstvo financí navrhlo stavbu nových tratí v délce asi 10.000 km. — [419, 1128, 745, 1204]
article-text: Z Hamburku hlásí depeše Spolecnosti pro obchod se zbožím ze dne 12. srpna: Včerejší trh skončil náladou uhájenou. Při dnešním zahájení byl trh klidný, později však nálada slabší následkem zvýšení odhadu sklizně na Kubě. — [76, 674, 401, 734]
quote-row — [1107, 544, 1441, 558]
article-text: Smýšlení klidné. Ceny se udržely na předešlé úrovni. Obchod slabý, nabídka nepatrná. Poptávka omezena na nejnutnější potřebu. Nálada stálá, v pozdějších hodinách poněkud pevnější. — [1457, 1025, 1789, 1070]
quote-goods: 85·15 — [1389, 405, 1441, 419]
market-report: Povidla. 100 kg 45·—, 48·—, slazená a cezená 100 kg 52·—. — [1468, 305, 1772, 319]
market-report: Semena. Ceny za 50 kg: mák modrý český 1912 36·—, 37·—, ruský 1912 —·—, —·—, kmín holandský 35·50, 36·50, kmín haličský —·—. — [1457, 190, 1789, 235]
quote-name: Pražská úvěrní banka — [1107, 739, 1338, 753]
article-text: Smýšlení klidné. Ceny se udržely na předešlé úrovni. Obchod slabý, nabídka nepatrná. Poptávka omezena na nejnutnější potřebu. Nálada stálá, v pozdějších hodinách poněkud pevnější. — [419, 759, 745, 804]
quotes-table-header — [1107, 263, 1441, 280]
brussels-cell: — — [1359, 1056, 1371, 1068]
quote-row — [1107, 600, 1441, 614]
article-text: Smýšlení klidné. Ceny se udržely na předešlé úrovni. Obchod slabý, nabídka nepatrná. Poptávka omezena na nejnutnější potřebu. Nálada stálá, v pozdějších hodinách poněkud pevnější. — [1457, 755, 1789, 800]
quote-money: 89·60 — [1338, 503, 1389, 516]
quote-money: 242·— — [1338, 683, 1389, 697]
quotes-table — [1107, 263, 1441, 864]
article-text: Smýšlení klidné. Ceny se udržely na předešlé úrovni. Obchod slabý, nabídka nepatrná. Poptávka omezena na nejnutnější potřebu. Nálada stálá, v pozdějších hodinách poněkud pevnější. — [763, 1425, 1089, 1470]
article-text: Smýšlení klidné. Ceny se udržely na předešlé úrovni. Obchod slabý, nabídka nepatrná. Poptávka omezena na nejnutnější potřebu. Nálada stálá, v pozdějších hodinách poněkud pevnější. — [76, 1161, 401, 1206]
article-text: Smýšlení klidné. Ceny se udržely na předešlé úrovni. Obchod slabý, nabídka nepatrná. Poptávka omezena na nejnutnější potřebu. Nálada stálá, v pozdějších hodinách poněkud pevnější. — [76, 1650, 401, 1695]
brussels-cell: — — [1359, 1086, 1371, 1099]
article-text: Smýšlení klidné. Ceny se udržely na předešlé úrovni. Obchod slabý, nabídka nepatrná. Poptávka omezena na nejnutnější potřebu. Nálada stálá, v pozdějších hodinách poněkud pevnější. — [1457, 1343, 1789, 1388]
article-text: Smýšlení klidné. Ceny se udržely na předešlé úrovni. Obchod slabý, nabídka nepatrná. Poptávka omezena na nejnutnější potřebu. Nálada stálá, v pozdějších hodinách poněkud pevnější. — [763, 1076, 1089, 1120]
brussels-cell: Nicopol-Mariupol kmen. — [1107, 1132, 1219, 1144]
brussels-cell: 1590 — [1348, 1116, 1371, 1129]
quote-row — [1107, 683, 1441, 697]
quote-name: Květnová spol. renta 4·2% — [1107, 586, 1338, 600]
quote-row — [1107, 642, 1441, 656]
